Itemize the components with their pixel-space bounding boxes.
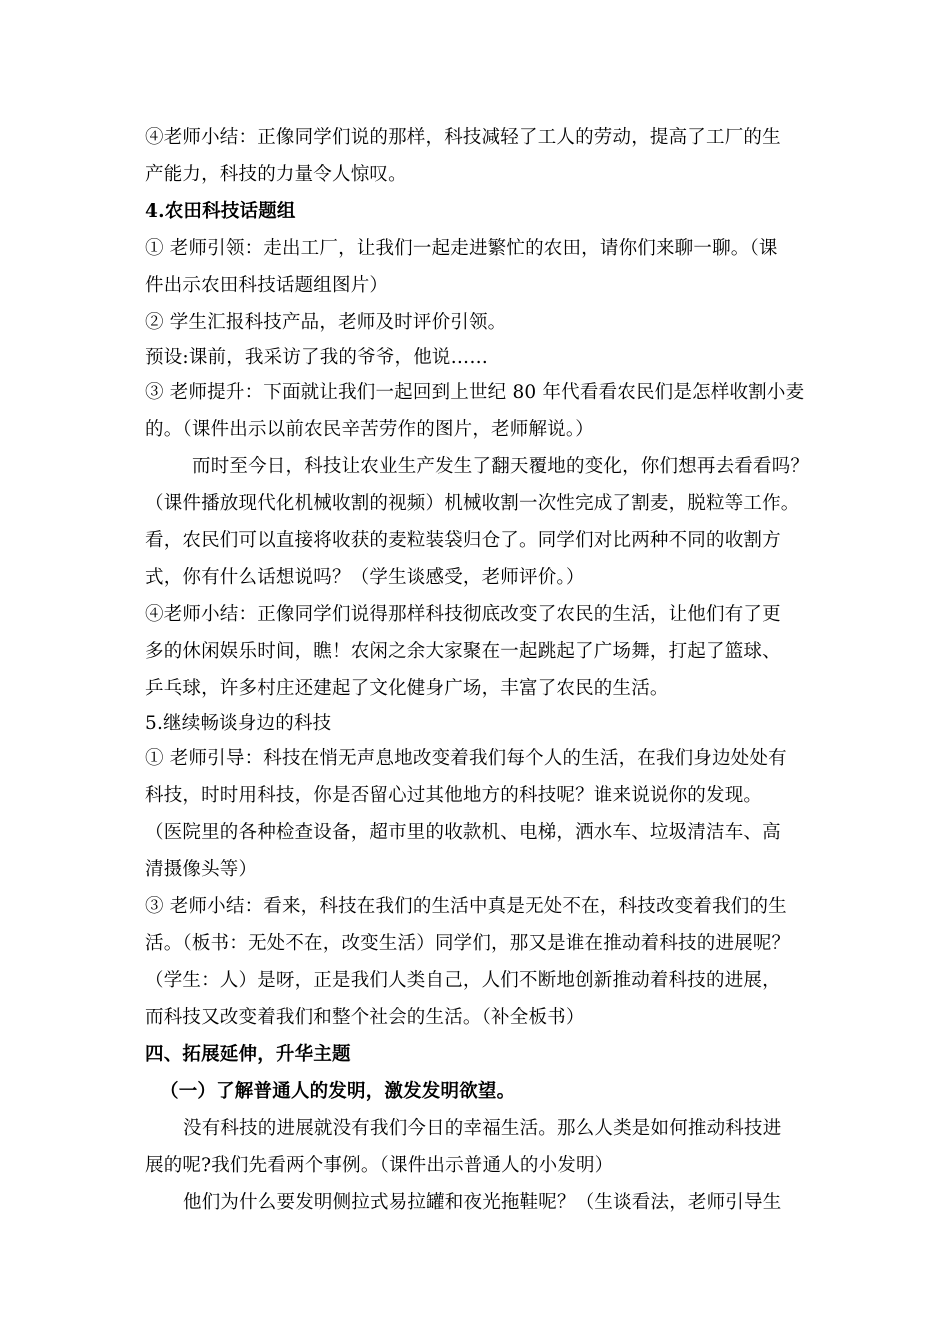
paragraph-line: 活。（板书：无处不在，改变生活）同学们，那又是谁在推动着科技的进展呢？ (145, 933, 791, 954)
paragraph-line: 展的呢?我们先看两个事例。（课件出示普通人的小发明） (145, 1155, 614, 1176)
paragraph-line: （课件播放现代化机械收割的视频）机械收割一次性完成了割麦，脱粒等工作。 (145, 493, 800, 514)
paragraph-line: 清摄像头等） (145, 859, 258, 880)
paragraph-line: 科技，时时用科技，你是否留心过其他地方的科技呢？谁来说说你的发现。 (145, 785, 763, 806)
paragraph-line: ④老师小结：正像同学们说的那样，科技减轻了工人的劳动，提高了工厂的生 (145, 127, 781, 148)
paragraph-line: ③ 老师提升：下面就让我们一起回到上世纪 80 年代看看农民们是怎样收割小麦 (145, 382, 805, 403)
paragraph-line: 预设:课前，我采访了我的爷爷，他说…… (145, 347, 489, 368)
subsection-heading: （一）了解普通人的发明，激发发明欲望。 (160, 1081, 516, 1102)
chapter-heading: 四、拓展延伸，升华主题 (145, 1044, 351, 1065)
paragraph-line: 式，你有什么话想说吗？（学生谈感受，老师评价。） (145, 567, 585, 588)
paragraph-line: 件出示农田科技话题组图片） (145, 275, 389, 296)
paragraph-line: （医院里的各种检查设备，超市里的收款机、电梯，洒水车、垃圾清洁车、高 (145, 822, 781, 843)
paragraph-line: 多的休闲娱乐时间，瞧！农闲之余大家聚在一起跳起了广场舞，打起了篮球、 (145, 641, 781, 662)
paragraph-line: ① 老师引领：走出工厂，让我们一起走进繁忙的农田，请你们来聊一聊。（课 (145, 238, 778, 259)
paragraph-line: 产能力，科技的力量令人惊叹。 (145, 164, 407, 185)
paragraph-line: ③ 老师小结：看来，科技在我们的生活中真是无处不在，科技改变着我们的生 (145, 896, 787, 917)
paragraph-line: 他们为什么要发明侧拉式易拉罐和夜光拖鞋呢？（生谈看法，老师引导生 (183, 1192, 782, 1213)
paragraph-line: ② 学生汇报科技产品，老师及时评价引领。 (145, 312, 507, 333)
paragraph-line: （学生：人）是呀，正是我们人类自己，人们不断地创新推动着科技的进展， (145, 970, 781, 991)
paragraph-line: 而科技又改变着我们和整个社会的生活。（补全板书） (145, 1007, 585, 1028)
paragraph-line: ① 老师引导：科技在悄无声息地改变着我们每个人的生活，在我们身边处处有 (145, 748, 787, 769)
paragraph-line: 没有科技的进展就没有我们今日的幸福生活。那么人类是如何推动科技进 (183, 1118, 782, 1139)
section-heading: 4.农田科技话题组 (145, 201, 296, 222)
section-heading: 5.继续畅谈身边的科技 (145, 713, 332, 734)
paragraph-line: 看，农民们可以直接将收获的麦粒装袋归仓了。同学们对比两种不同的收割方 (145, 530, 781, 551)
paragraph-line: 而时至今日，科技让农业生产发生了翻天覆地的变化，你们想再去看看吗？ (192, 456, 810, 477)
paragraph-line: 的。（课件出示以前农民辛苦劳作的图片，老师解说。） (145, 419, 595, 440)
paragraph-line: ④老师小结：正像同学们说得那样科技彻底改变了农民的生活，让他们有了更 (145, 604, 781, 625)
paragraph-line: 乒乓球，许多村庄还建起了文化健身广场，丰富了农民的生活。 (145, 678, 669, 699)
